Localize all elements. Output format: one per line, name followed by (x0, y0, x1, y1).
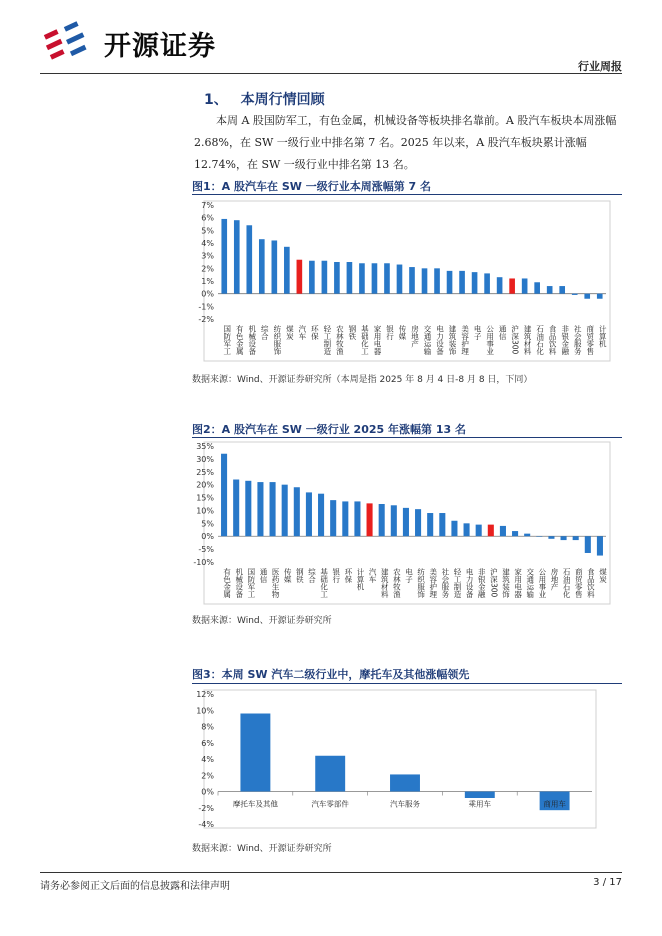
bar (334, 262, 340, 294)
x-tick-label: 建筑材料 (380, 568, 390, 598)
figure-1-source: 数据来源：Wind、开源证券研究所（本周是指 2025 年 8 月 4 日-8 月 8 日，下同） (192, 375, 533, 385)
y-tick-label: 0% (201, 289, 214, 299)
bar (584, 294, 590, 299)
bar (309, 261, 315, 294)
bar (547, 286, 553, 294)
bar (306, 492, 312, 536)
bar (354, 501, 360, 536)
bar (559, 286, 565, 294)
bar (459, 271, 465, 294)
x-tick-label: 通信 (258, 568, 268, 583)
x-tick-label: 公用事业 (485, 325, 495, 355)
x-tick-label: 国防军工 (246, 568, 256, 598)
bar (379, 504, 385, 536)
x-tick-label: 建筑材料 (523, 325, 533, 355)
y-tick-label: 12% (196, 690, 214, 699)
x-tick-label: 建筑装饰 (501, 568, 511, 598)
bar (403, 508, 409, 536)
x-tick-label: 社会服务 (573, 325, 583, 355)
y-tick-label: 5% (201, 519, 214, 529)
x-tick-label: 煤炭 (285, 325, 295, 340)
y-tick-label: 8% (201, 722, 214, 732)
x-tick-label: 纺织服饰 (416, 568, 426, 598)
header-divider (40, 73, 622, 74)
bar (476, 525, 482, 537)
bar (284, 247, 290, 294)
footer-divider (40, 872, 622, 873)
y-tick-label: 35% (196, 442, 214, 451)
y-tick-label: 6% (201, 213, 214, 223)
figure-2-title: 图2：A 股汽车在 SW 一级行业 2025 年涨幅第 13 名 (192, 423, 466, 436)
y-tick-label: -2% (198, 315, 214, 324)
x-tick-label: 汽车服务 (390, 799, 420, 809)
x-tick-label: 电力设备 (435, 325, 445, 355)
bar (367, 503, 373, 536)
bar (240, 714, 270, 792)
x-tick-label: 摩托车及其他 (232, 799, 278, 809)
y-tick-label: 6% (201, 738, 214, 748)
bar (439, 513, 445, 536)
x-tick-label: 商用车 (543, 799, 566, 809)
x-tick-label: 商贸零售 (574, 568, 584, 598)
section-number: 1、 (204, 92, 228, 108)
page-number: 3 / 17 (593, 877, 622, 888)
bar (415, 509, 421, 536)
x-tick-label: 国防军工 (222, 325, 232, 355)
bar (465, 792, 495, 799)
footer-disclaimer: 请务必参阅正文后面的信息披露和法律声明 (40, 881, 230, 892)
y-tick-label: 0% (201, 532, 214, 542)
y-tick-label: 4% (201, 239, 214, 248)
x-tick-label: 基础化工 (319, 568, 329, 598)
x-tick-label: 有色金属 (222, 568, 232, 598)
x-tick-label: 汽车 (368, 568, 378, 583)
bar (536, 536, 542, 537)
y-tick-label: 2% (201, 264, 214, 274)
bar (447, 271, 453, 294)
y-tick-label: -4% (198, 820, 214, 829)
bar (391, 505, 397, 536)
x-tick-label: 非银金融 (560, 325, 570, 355)
bar (534, 282, 540, 293)
x-tick-label: 机械设备 (234, 568, 244, 598)
x-tick-label: 汽车零部件 (311, 799, 349, 809)
figure-3-title: 图3：本周 SW 汽车二级行业中，摩托车及其他涨幅领先 (192, 668, 470, 681)
y-tick-label: 10% (196, 706, 214, 716)
x-tick-label: 电力设备 (465, 568, 475, 598)
bar (561, 536, 567, 540)
x-tick-label: 电子 (404, 568, 414, 583)
brand-name: 开源证券 (104, 31, 216, 62)
x-tick-label: 医药生物 (271, 568, 281, 598)
report-type: 行业周报 (578, 60, 622, 73)
x-tick-label: 环保 (343, 568, 353, 583)
y-tick-label: 0% (201, 787, 214, 797)
bar (512, 531, 518, 536)
y-tick-label: 30% (196, 454, 214, 464)
x-tick-label: 房地产 (410, 325, 420, 348)
y-tick-label: -5% (198, 545, 214, 555)
x-tick-label: 房地产 (549, 568, 559, 591)
bar (497, 277, 503, 293)
x-tick-label: 钢铁 (295, 568, 305, 583)
section-heading (204, 89, 325, 109)
bar (509, 278, 515, 293)
x-tick-label: 综合 (260, 325, 270, 340)
x-tick-label: 综合 (307, 568, 317, 583)
figure-1-rule (192, 194, 622, 195)
x-tick-label: 交通运输 (423, 325, 433, 355)
bar (257, 482, 263, 536)
x-tick-label: 商贸零售 (585, 325, 595, 355)
x-tick-label: 纺织服饰 (272, 325, 282, 355)
bar (294, 487, 300, 536)
x-tick-label: 石油石化 (562, 568, 572, 598)
bar (548, 536, 554, 539)
x-tick-label: 通信 (498, 325, 508, 340)
section-title: 本周行情回顾 (240, 92, 325, 108)
x-tick-label: 煤炭 (598, 568, 608, 583)
bar (330, 500, 336, 536)
bar (451, 521, 457, 536)
y-tick-label: 5% (201, 226, 214, 236)
figure-1-title: 图1：A 股汽车在 SW 一级行业本周涨幅第 7 名 (192, 180, 432, 193)
x-tick-label: 电子 (473, 325, 483, 340)
bar (245, 481, 251, 536)
x-tick-label: 银行 (331, 568, 341, 583)
bar (384, 263, 390, 293)
bar (484, 273, 490, 293)
bar (272, 240, 278, 293)
bar (246, 225, 252, 293)
bar (585, 536, 591, 553)
bar (597, 536, 603, 555)
x-tick-label: 轻工制造 (452, 568, 462, 598)
bar (282, 485, 288, 537)
bar (372, 263, 378, 293)
y-tick-label: 1% (201, 277, 214, 286)
bar (573, 536, 579, 540)
x-tick-label: 有色金属 (235, 325, 245, 355)
bar (259, 239, 265, 293)
y-tick-label: 20% (196, 480, 214, 490)
figure-3-chart (192, 686, 622, 836)
y-tick-label: 15% (196, 493, 214, 503)
figure-1-chart (192, 197, 622, 367)
x-tick-label: 计算机 (355, 568, 365, 591)
y-tick-label: 3% (201, 251, 214, 261)
x-tick-label: 轻工制造 (322, 325, 332, 355)
bar (524, 534, 530, 537)
bar (500, 526, 506, 536)
bar (342, 501, 348, 536)
x-tick-label: 汽车 (297, 325, 307, 340)
bar (221, 454, 227, 536)
y-tick-label: 2% (201, 771, 214, 781)
x-tick-label: 农林牧渔 (335, 325, 345, 355)
x-tick-label: 计算机 (598, 325, 608, 348)
bar (322, 261, 328, 294)
x-tick-label: 银行 (385, 325, 395, 340)
figure-2-source: 数据来源：Wind、开源证券研究所 (192, 616, 332, 626)
bar (597, 294, 603, 299)
x-tick-label: 农林牧渔 (392, 568, 402, 598)
bar (464, 523, 470, 536)
x-tick-label: 公用事业 (537, 568, 547, 598)
bar (434, 268, 440, 293)
bar (522, 278, 528, 293)
figure-2-chart (192, 440, 622, 608)
x-tick-label: 基础化工 (360, 325, 370, 355)
x-tick-label: 沪深300 (510, 325, 520, 355)
x-tick-label: 建筑装饰 (448, 325, 458, 355)
section-paragraph: 本周 A 股国防军工，有色金属，机械设备等板块排名靠前。A 股汽车板块本周涨幅 2.68%，在 SW 一级行业中排名第 7 名。2025 年以来，A 股汽车板块累计涨幅 12.74%，在 SW 一级行业中排名第 13 名。 (194, 114, 617, 171)
x-tick-label: 钢铁 (347, 325, 357, 340)
bar (270, 482, 276, 536)
bar (390, 774, 420, 791)
y-tick-label: 25% (196, 467, 214, 477)
x-tick-label: 家用电器 (513, 568, 523, 598)
y-tick-label: -1% (198, 302, 214, 312)
bar (315, 756, 345, 792)
x-tick-label: 机械设备 (247, 325, 257, 355)
bar (427, 513, 433, 536)
figure-2-rule (192, 437, 622, 438)
logo-mark-icon (40, 18, 104, 62)
bar (221, 219, 227, 294)
x-tick-label: 非银金融 (477, 568, 487, 598)
bar (572, 294, 578, 295)
y-tick-label: -10% (193, 558, 214, 567)
x-tick-label: 乘用车 (468, 799, 492, 809)
x-tick-label: 家用电器 (372, 325, 382, 355)
bar (233, 480, 239, 537)
bar (409, 267, 415, 294)
y-tick-label: 4% (201, 755, 214, 764)
bar (347, 262, 353, 294)
bar (422, 268, 428, 293)
x-tick-label: 食品饮料 (586, 568, 596, 598)
y-tick-label: -2% (198, 803, 214, 813)
bar (359, 263, 365, 293)
bar (318, 494, 324, 537)
x-tick-label: 交通运输 (525, 568, 535, 598)
x-tick-label: 美容护理 (460, 325, 470, 355)
bar (234, 220, 240, 293)
x-tick-label: 食品饮料 (548, 325, 558, 355)
x-tick-label: 社会服务 (440, 568, 450, 598)
x-tick-label: 沪深300 (489, 568, 499, 598)
y-tick-label: 10% (196, 506, 214, 516)
figure-3-source: 数据来源：Wind、开源证券研究所 (192, 844, 332, 854)
bar (397, 265, 403, 294)
bar (488, 525, 494, 537)
bar (472, 272, 478, 294)
bar (297, 260, 303, 294)
x-tick-label: 石油石化 (535, 325, 545, 355)
x-tick-label: 美容护理 (428, 568, 438, 598)
figure-3-rule (192, 683, 622, 684)
x-tick-label: 传媒 (283, 568, 293, 583)
x-tick-label: 传媒 (397, 325, 407, 340)
y-tick-label: 7% (201, 201, 214, 210)
x-tick-label: 环保 (310, 325, 320, 340)
